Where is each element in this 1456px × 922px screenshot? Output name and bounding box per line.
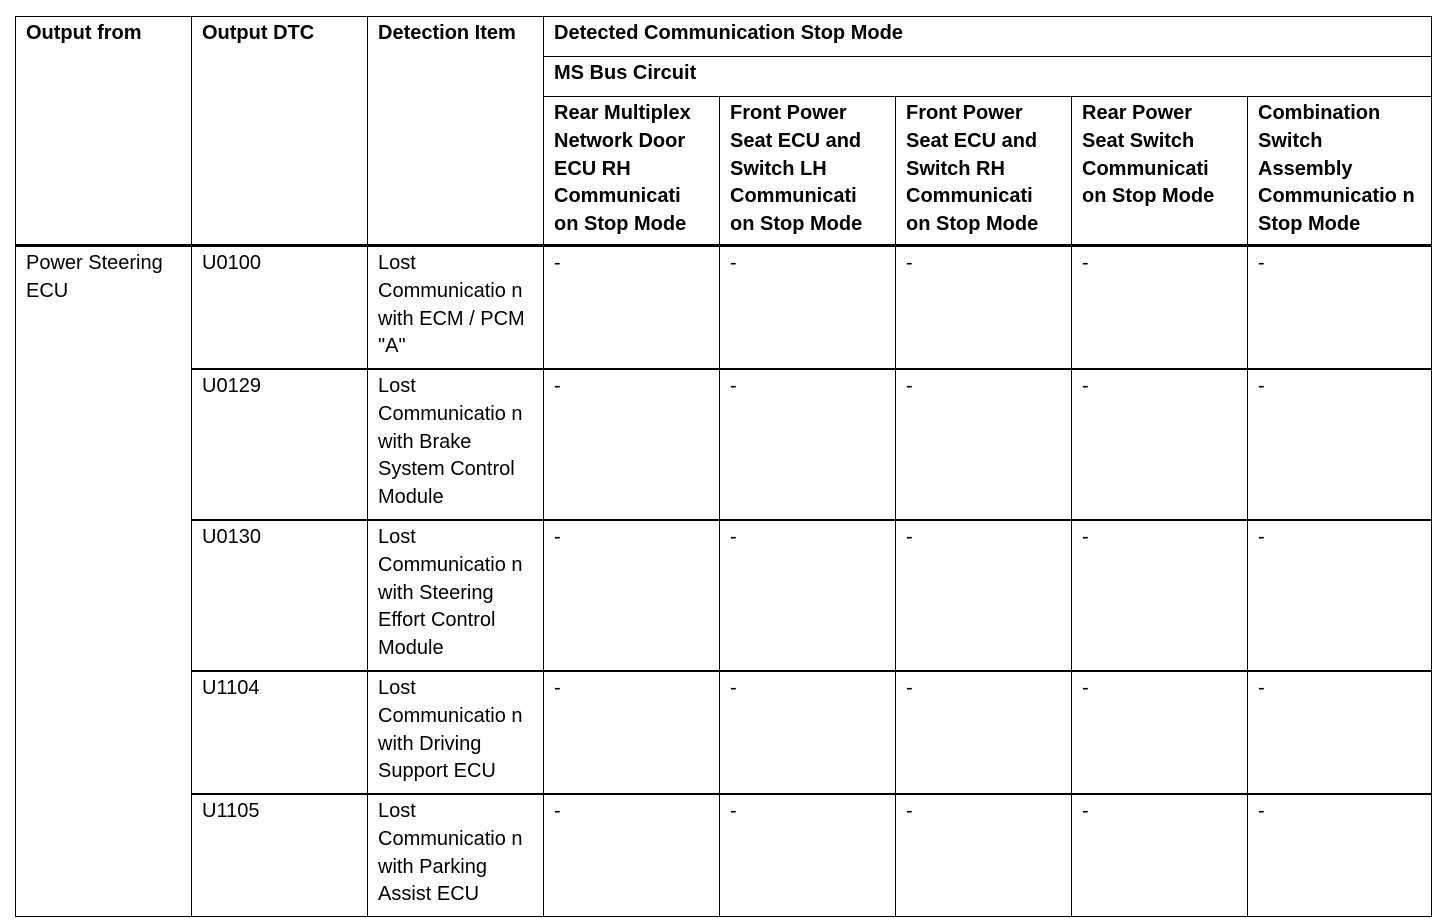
mode-cell: - (544, 520, 720, 671)
mode-cell: - (896, 794, 1072, 917)
dtc-cell: U0130 (192, 520, 368, 671)
mode-cell: - (1248, 794, 1432, 917)
header-col-combination-switch: Combination Switch Assembly Communicatio n Stop Mode (1248, 97, 1432, 246)
header-col-rear-seat: Rear Power Seat Switch Communicati on Stop Mode (1072, 97, 1248, 246)
header-col-front-seat-lh: Front Power Seat ECU and Switch LH Communicati on Stop Mode (720, 97, 896, 246)
dtc-table (15, 16, 1432, 917)
mode-cell: - (720, 246, 896, 370)
mode-cell: - (1072, 671, 1248, 794)
mode-cell: - (544, 671, 720, 794)
detection-item-cell: Lost Communicatio n with Parking Assist ECU (368, 794, 544, 917)
dtc-cell: U1104 (192, 671, 368, 794)
header-bus-circuit: MS Bus Circuit (544, 57, 1432, 97)
mode-cell: - (896, 671, 1072, 794)
mode-cell: - (544, 794, 720, 917)
detection-item-cell: Lost Communicatio n with Driving Support ECU (368, 671, 544, 794)
detection-item-cell: Lost Communicatio n with Steering Effort Control Module (368, 520, 544, 671)
header-col-front-seat-rh: Front Power Seat ECU and Switch RH Communicati on Stop Mode (896, 97, 1072, 246)
mode-cell: - (1072, 520, 1248, 671)
dtc-cell: U1105 (192, 794, 368, 917)
mode-cell: - (720, 520, 896, 671)
mode-cell: - (544, 246, 720, 370)
output-from-cell: Power Steering ECU (16, 246, 192, 917)
mode-cell: - (1248, 246, 1432, 370)
mode-cell: - (1072, 246, 1248, 370)
header-col-rear-multiplex: Rear Multiplex Network Door ECU RH Communicati on Stop Mode (544, 97, 720, 246)
mode-cell: - (1072, 794, 1248, 917)
mode-cell: - (896, 369, 1072, 520)
mode-cell: - (1072, 369, 1248, 520)
header-detected-mode: Detected Communication Stop Mode (544, 17, 1432, 57)
header-detection-item: Detection Item (368, 17, 544, 246)
table-row (16, 671, 1432, 794)
mode-cell: - (720, 671, 896, 794)
dtc-cell: U0129 (192, 369, 368, 520)
table-row (16, 794, 1432, 917)
table-row (16, 369, 1432, 520)
mode-cell: - (720, 794, 896, 917)
mode-cell: - (896, 520, 1072, 671)
mode-cell: - (720, 369, 896, 520)
dtc-cell: U0100 (192, 246, 368, 370)
mode-cell: - (1248, 369, 1432, 520)
mode-cell: - (1248, 520, 1432, 671)
header-output-from: Output from (16, 17, 192, 246)
header-output-dtc: Output DTC (192, 17, 368, 246)
detection-item-cell: Lost Communicatio n with ECM / PCM "A" (368, 246, 544, 370)
mode-cell: - (1248, 671, 1432, 794)
mode-cell: - (544, 369, 720, 520)
header-row-1 (16, 17, 1432, 57)
detection-item-cell: Lost Communicatio n with Brake System Control Module (368, 369, 544, 520)
mode-cell: - (896, 246, 1072, 370)
table-row (16, 520, 1432, 671)
table-row (16, 246, 1432, 370)
